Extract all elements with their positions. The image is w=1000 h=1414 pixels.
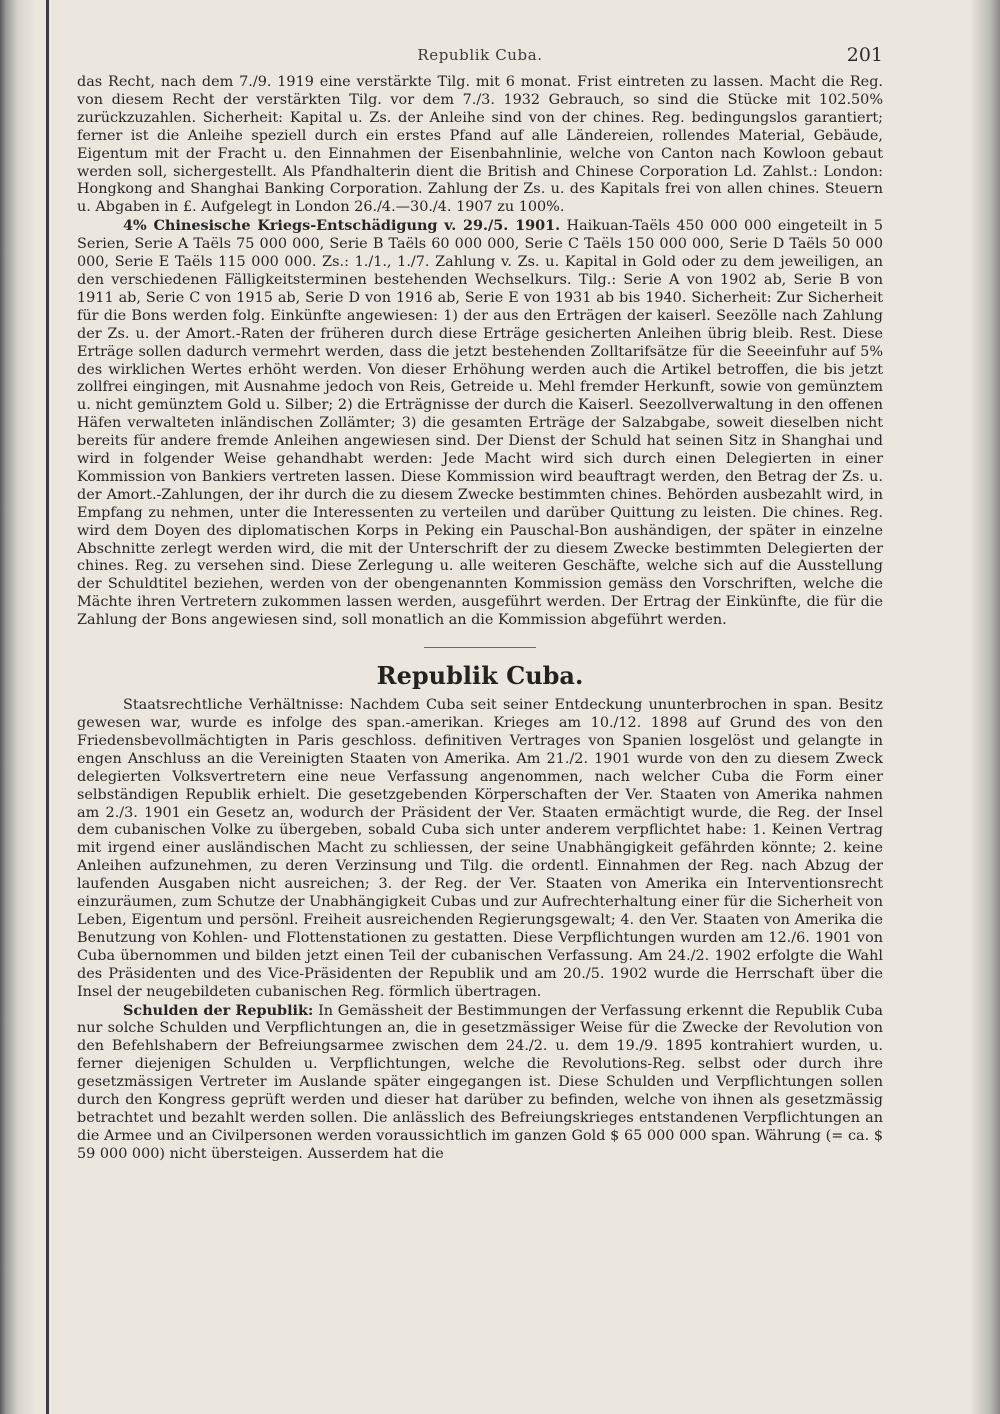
running-header [77,44,883,74]
war-indemnity-body: Haikuan-Taëls 450 000 000 eingeteilt in 5 Serien, Serie A Taëls 75 000 000, Serie B Taëls 60 000 000, Serie C Taëls 150 000 000, Serie D Taëls 50 000 000, Serie E Taëls 115 000 000. Zs.: 1./1., 1./7. Zahlung v. Zs. u. Kapital in Gold oder zu dem jeweiligen, an den verschiedenen Fälligkeitsterminen bestehenden Wechselkurs. Tilg.: Serie A von 1902 ab, Serie B von 1911 ab, Serie C von 1915 ab, Serie D von 1916 ab, Serie E von 1931 ab bis 1940. Sicherheit: Zur Sicherheit für die Bons werden folg. Einkünfte angewiesen: 1) der aus den Erträgen der kaiserl. Seezölle nach Zahlung der Zs. u. der Amort.-Raten der früheren durch diese Erträge gesicherten Anleihen übrig bleib. Rest. Diese Erträge sollen dadurch vermehrt werden, dass die jetzt bestehenden Zolltarifsätze für die Seeeinfuhr auf 5% des wirklichen Wertes erhöht werden. Von dieser Erhöhung werden auch die Artikel betroffen, die bis jetzt zollfrei eingingen, mit Ausnahme jedoch von Reis, Getreide u. Mehl fremder Herkunft, sowie von gemünztem u. nicht gemünztem Gold u. Silber; 2) die Erträgnisse der durch die Kaiserl. Seezollverwaltung in den offenen Häfen verwalteten inländischen Zollämter; 3) die gesamten Erträge der Salzabgabe, soweit dieselben nicht bereits für andere fremde Anleihen angewiesen sind. Der Dienst der Schuld hat seinen Sitz in Shanghai und wird in folgender Weise gehandhabt werden: Jede Macht wird sich durch einen Delegierten in einer Kommission von Bankiers vertreten lassen. Diese Kommission wird beauftragt werden, den Betrag der Zs. u. der Amort.-Zahlungen, der ihr durch die zu diesem Zwecke bestimmten chines. Behörden ausbezahlt wird, in Empfang zu nehmen, unter die Interessenten zu verteilen und darüber Quittung zu leisten. Die chines. Reg. wird dem Doyen des diplomatischen Korps in Peking ein Pauschal-Bon aushändigen, der später in einzelne Abschnitte zerlegt werden wird, die mit der Unterschrift der zu diesem Zwecke bestimmten Delegierten der chines. Reg. zu versehen sind. Diese Zerlegung u. alle weiteren Geschäfte, welche sich auf die Ausstellung der Schuldtitel beziehen, werden von der obengenannten Kommission gemäss den Vorschriften, welche die Mächte ihren Vertretern zukommen lassen werden, ausgeführt werden. Der Ertrag der Einkünfte, die für die Zahlung der Bons angewiesen sind, soll monatlich an die Kommission abgeführt werden. [77,218,883,629]
paragraph-republic-debts [77,1002,883,1164]
paragraph-constitutional-relations: Staatsrechtliche Verhältnisse: Nachdem Cuba seit seiner Entdeckung ununterbrochen in span. Besitz gewesen war, wurde es infolge des span.-amerikan. Krieges am 10./12. 1898 auf Grund des von den Friedensbevollmächtigten in Paris geschloss. definitiven Vertrages von Spanien losgelöst und gelangte in engen Anschluss an die Vereinigten Staaten von Amerika. Am 21./2. 1901 wurde von den zu diesem Zweck delegierten Volksvertretern eine neue Verfassung angenommen, nach welcher Cuba die Form einer selbständigen Republik erhielt. Die gesetzgebenden Körperschaften der Ver. Staaten von Amerika nahmen am 2./3. 1901 ein Gesetz an, wodurch der Präsident der Ver. Staaten ermächtigt wurde, die Reg. der Insel dem cubanischen Volke zu übergeben, sobald Cuba sich unter anderem verpflichtet habe: 1. Keinen Vertrag mit irgend einer ausländischen Macht zu schliessen, der seine Unabhängigkeit gefährden könnte; 2. keine Anleihen aufzunehmen, zu deren Verzinsung und Tilg. die ordentl. Einnahmen der Reg. nach Abzug der laufenden Ausgaben nicht ausreichen; 3. der Reg. der Ver. Staaten von Amerika ein Interventionsrecht einzuräumen, zum Schutze der Unabhängigkeit Cubas und zur Aufrechterhaltung einer für die Sicherheit von Leben, Eigentum und persönl. Freiheit ausreichenden Regierungsgewalt; 4. den Ver. Staaten von Amerika die Benutzung von Kohlen- und Flottenstationen zu gestatten. Diese Verpflichtungen wurden am 12./6. 1901 von Cuba übernommen und bilden jetzt einen Teil der cubanischen Verfassung. Am 24./2. 1902 erfolgte die Wahl des Präsidenten und des Vice-Präsidenten der Republik und am 20./5. 1902 wurde die Herrschaft über die Insel der neugebildeten cubanischen Reg. förmlich übertragen. [77,697,883,1000]
section-divider [424,647,536,648]
republic-debts-heading: Schulden der Republik: [123,1001,314,1019]
running-title: Republik Cuba. [417,46,543,64]
page-number: 201 [846,44,883,66]
republic-debts-body: In Gemässheit der Bestimmungen der Verfassung erkennt die Republik Cuba nur solche Schulden und Verpflichtungen an, die in gesetzmässiger Weise für die Zwecke der Revolution von den Befehlshabern der Befreiungsarmee zwischen dem 24./2. u. dem 19./9. 1895 kontrahiert wurden, u. ferner diejenigen Schulden u. Verpflichtungen, welche die Revolutions-Reg. selbst oder durch ihre gesetzmässigen Vertreter im Auslande später eingegangen ist. Diese Schulden und Verpflichtungen sollen durch den Kongress geprüft werden und dieser hat darüber zu befinden, welche von ihnen als gesetzmässig betrachtet und bezahlt werden sollen. Die anlässlich des Befreiungskrieges entstandenen Verpflichtungen an die Armee und an Civilpersonen werden voraussichtlich im ganzen Gold $ 65 000 000 span. Währung (= ca. $ 59 000 000) nicht übersteigen. Ausserdem hat die [77,1002,883,1162]
scan-shadow-left [0,0,36,1414]
paragraph-war-indemnity [77,217,883,630]
section-title-cuba: Republik Cuba. [376,661,584,691]
scan-binding-line [46,0,49,1414]
war-indemnity-heading: 4% Chinesische Kriegs-Entschädigung v. 29./5. 1901. [123,217,561,235]
scan-shadow-right [970,0,1000,1414]
document-page [77,44,883,1164]
paragraph-loan-continuation: das Recht, nach dem 7./9. 1919 eine verstärkte Tilg. mit 6 monat. Frist eintreten zu lassen. Macht die Reg. von diesem Recht der verstärkten Tilg. vor dem 7./3. 1932 Gebrauch, so sind die Stücke mit 102.50% zurückzuzahlen. Sicherheit: Kapital u. Zs. der Anleihe sind von der chines. Reg. bedingungslos garantiert; ferner ist die Anleihe speziell durch ein erstes Pfand auf alle Ländereien, rollendes Material, Gebäude, Eigentum mit der Fracht u. den Einnahmen der Eisenbahnlinie, welche von Canton nach Kowloon gebaut werden soll, sichergestellt. Als Pfandhalterin dient die British and Chinese Corporation Ld. Zahlst.: London: Hongkong and Shanghai Banking Corporation. Zahlung der Zs. u. des Kapitals frei von allen chines. Steuern u. Abgaben in £. Aufgelegt in London 26./4.—30./4. 1907 zu 100%. [77,74,883,216]
